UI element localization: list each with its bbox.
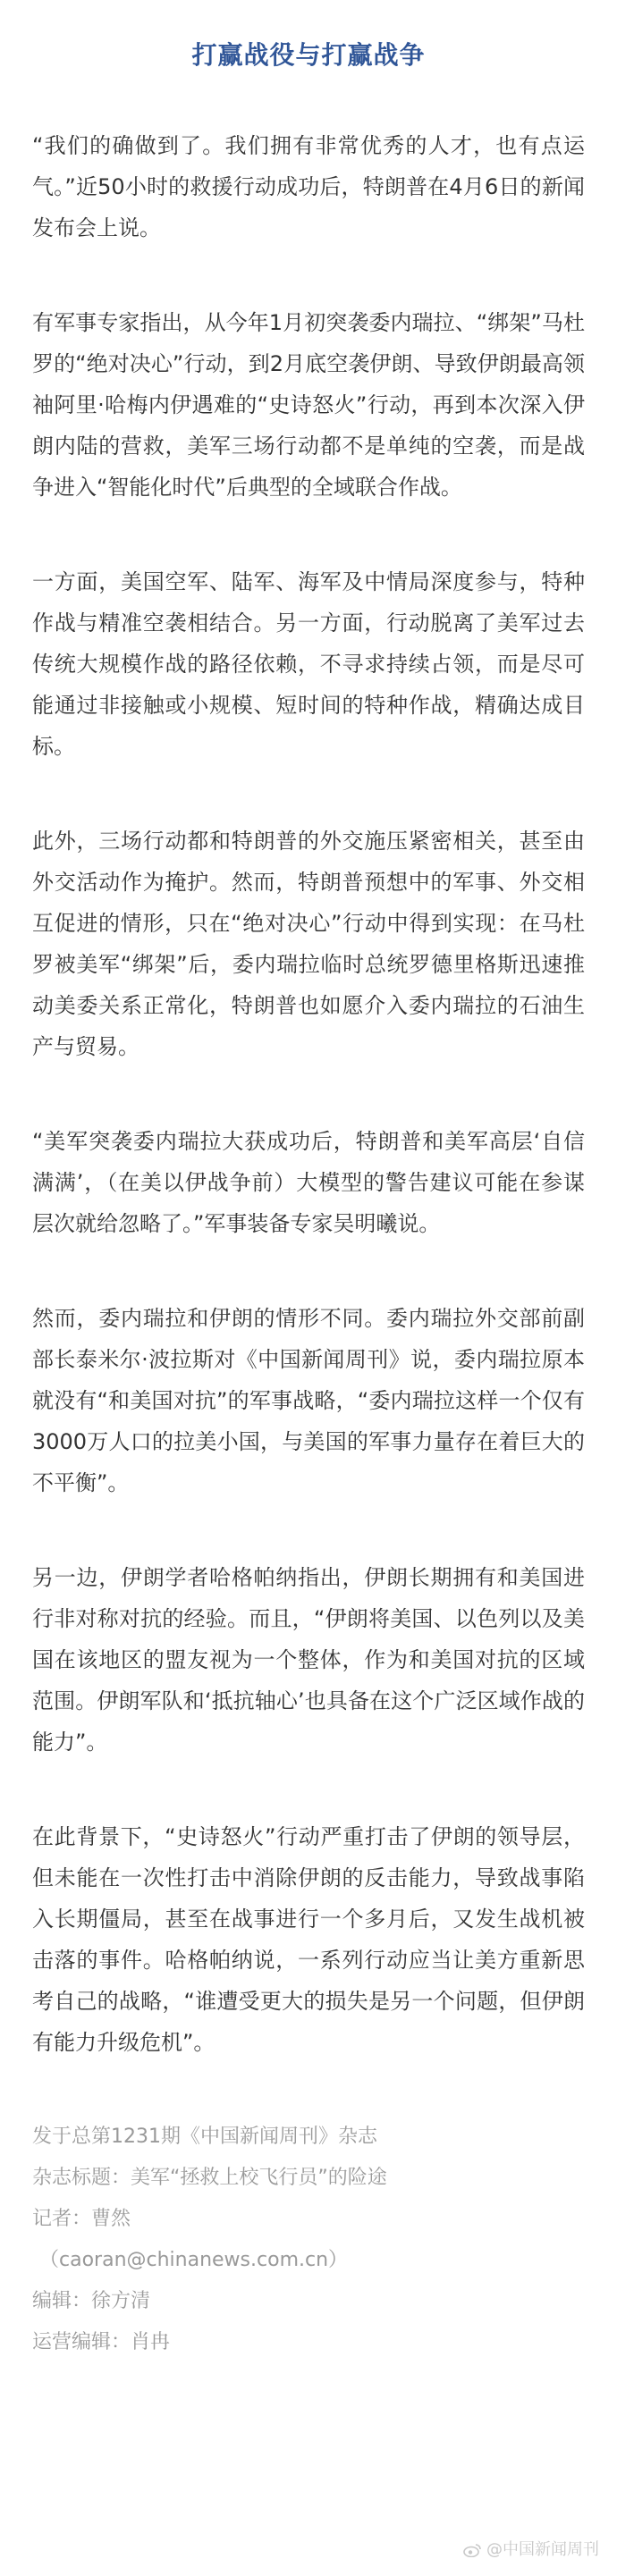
paragraph-2: 有军事专家指出，从今年1月初突袭委内瑞拉、“绑架”马杜罗的“绝对决心”行动，到2月底空袭伊朗、导致伊朗最高领袖阿里·哈梅内伊遇难的“史诗怒火”行动，再到本次深入伊朗内陆的营救，美军三场行动都不是单纯的空袭，而是战争进入“智能化时代”后典型的全域联合作战。: [32, 310, 585, 500]
article-footer: [32, 2117, 585, 2363]
paragraph-5: “美军突袭委内瑞拉大获成功后，特朗普和美军高层‘自信满满’，（在美以伊战争前）大模型的警告建议可能在参谋层次就给忽略了。”军事装备专家吴明曦说。: [32, 1129, 585, 1236]
paragraph-4: 此外，三场行动都和特朗普的外交施压紧密相关，甚至由外交活动作为掩护。然而，特朗普预想中的军事、外交相互促进的情形，只在“绝对决心”行动中得到实现：在马杜罗被美军“绑架”后，委内瑞拉临时总统罗德里格斯迅速推动美委关系正常化，特朗普也如愿介入委内瑞拉的石油生产与贸易。: [32, 829, 585, 1059]
reporter-line: 记者：曹然: [32, 2208, 131, 2230]
article-body: [32, 125, 585, 2063]
paragraph-6: 然而，委内瑞拉和伊朗的情形不同。委内瑞拉外交部前副部长泰米尔·波拉斯对《中国新闻周刊》说，委内瑞拉原本就没有“和美国对抗”的军事战略，“委内瑞拉这样一个仅有3000万人口的拉美小国，与美国的军事力量存在着巨大的不平衡”。: [32, 1306, 585, 1495]
watermark: [463, 2540, 599, 2560]
reporter-email[interactable]: （caoran@chinanews.com.cn）: [39, 2249, 349, 2271]
issue-line: 发于总第1231期《中国新闻周刊》杂志: [32, 2126, 377, 2148]
paragraph-8: 在此背景下，“史诗怒火”行动严重打击了伊朗的领导层，但未能在一次性打击中消除伊朗的反击能力，导致战事陷入长期僵局，甚至在战事进行一个多月后，又发生战机被击落的事件。哈格帕纳说，一系列行动应当让美方重新思考自己的战略，“谁遭受更大的损失是另一个问题，但伊朗有能力升级危机”。: [32, 1824, 585, 2055]
paragraph-3: 一方面，美国空军、陆军、海军及中情局深度参与，特种作战与精准空袭相结合。另一方面，行动脱离了美军过去传统大规模作战的路径依赖，不寻求持续占领，而是尽可能通过非接触或小规模、短时间的特种作战，精确达成目标。: [32, 569, 585, 759]
magazine-title-line: 杂志标题：美军“拯救上校飞行员”的险途: [32, 2167, 387, 2189]
paragraph-1: “我们的确做到了。我们拥有非常优秀的人才，也有点运气。”近50小时的救援行动成功后，特朗普在4月6日的新闻发布会上说。: [32, 133, 585, 240]
paragraph-7: 另一边，伊朗学者哈格帕纳指出，伊朗长期拥有和美国进行非对称对抗的经验。而且，“伊朗将美国、以色列以及美国在该地区的盟友视为一个整体，作为和美国对抗的区域范围。伊朗军队和‘抵抗轴心’也具备在这个广泛区域作战的能力”。: [32, 1565, 585, 1755]
article-title: 打赢战役与打赢战争: [191, 40, 426, 70]
editor-line: 编辑：徐方清: [32, 2290, 151, 2312]
watermark-text: @中国新闻周刊: [486, 2540, 599, 2559]
weibo-icon: [463, 2543, 481, 2557]
ops-editor-line: 运营编辑：肖冉: [32, 2331, 171, 2353]
